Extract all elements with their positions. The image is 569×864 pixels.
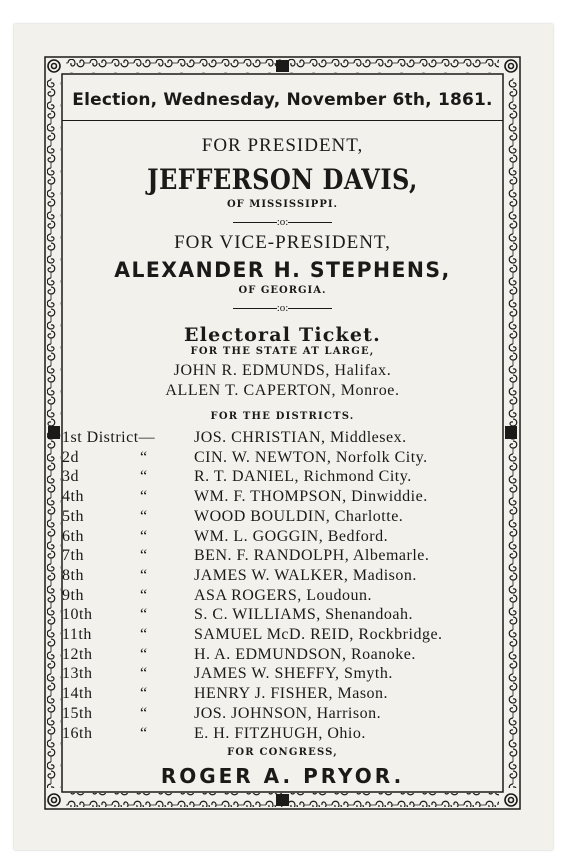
- president-name: JEFFERSON DAVIS,: [147, 163, 418, 196]
- section-separator: :o:: [62, 302, 503, 314]
- district-number: 10th: [62, 606, 93, 624]
- district-elector: S. C. WILLIAMS, Shenandoah.: [194, 606, 413, 624]
- district-elector: SAMUEL McD. REID, Rockbridge.: [194, 626, 443, 644]
- district-number: 6th: [62, 527, 84, 545]
- district-row: [62, 724, 443, 744]
- district-number: 8th: [62, 566, 84, 584]
- district-number: 4th: [62, 488, 84, 506]
- ballot-content: [62, 80, 503, 788]
- district-elector: ASA ROGERS, Loudoun.: [194, 586, 373, 604]
- header-rule: [62, 120, 503, 121]
- vice-president-name: ALEXANDER H. STEPHENS,: [114, 258, 451, 282]
- ditto-mark: “: [140, 488, 148, 506]
- at-large-elector: ALLEN T. CAPERTON, Monroe.: [165, 382, 400, 399]
- district-row: [62, 448, 443, 468]
- ditto-mark: “: [140, 685, 148, 703]
- district-row: [62, 684, 443, 704]
- district-elector: HENRY J. FISHER, Mason.: [194, 685, 389, 703]
- congress-candidate-name: ROGER A. PRYOR.: [160, 764, 405, 789]
- ditto-mark: “: [140, 566, 148, 584]
- section-separator: :o:: [62, 216, 503, 228]
- ditto-mark: “: [140, 704, 148, 722]
- district-elector: WM. F. THOMPSON, Dinwiddie.: [194, 488, 428, 506]
- district-number: 2d: [62, 448, 79, 466]
- district-elector: JOS. CHRISTIAN, Middlesex.: [194, 429, 407, 446]
- president-state: OF MISSISSIPPI.: [226, 199, 339, 210]
- district-elector: JAMES W. WALKER, Madison.: [194, 566, 417, 584]
- ditto-mark: “: [140, 527, 148, 545]
- ditto-mark: “: [140, 448, 148, 466]
- ditto-mark: “: [140, 586, 148, 604]
- district-row: [62, 664, 443, 684]
- congress-label: FOR CONGRESS,: [227, 747, 338, 759]
- district-elector: WOOD BOULDIN, Charlotte.: [194, 507, 404, 525]
- district-number: 14th: [62, 685, 93, 703]
- district-row: [62, 487, 443, 507]
- president-office-label: FOR PRESIDENT,: [201, 135, 364, 156]
- district-number: 3d: [62, 468, 79, 486]
- ditto-mark: “: [140, 665, 148, 683]
- district-elector: R. T. DANIEL, Richmond City.: [194, 468, 412, 486]
- district-row: [62, 625, 443, 645]
- district-row: [62, 645, 443, 665]
- district-row: [62, 527, 443, 547]
- districts-label: FOR THE DISTRICTS.: [210, 411, 355, 422]
- district-row: [62, 605, 443, 625]
- district-elector: H. A. EDMUNDSON, Roanoke.: [194, 645, 416, 663]
- district-elector: WM. L. GOGGIN, Bedford.: [194, 527, 389, 545]
- district-elector: E. H. FITZHUGH, Ohio.: [194, 724, 366, 742]
- district-number: 7th: [62, 547, 84, 565]
- district-row: [62, 546, 443, 566]
- district-number: 13th: [62, 665, 93, 683]
- district-number: 16th: [62, 724, 93, 742]
- district-row: [62, 428, 443, 448]
- state-at-large-label: FOR THE STATE AT LARGE,: [190, 346, 375, 357]
- vice-president-state: OF GEORGIA.: [238, 285, 327, 296]
- district-number: 9th: [62, 586, 84, 604]
- ditto-mark: “: [140, 724, 148, 742]
- election-date-heading: Election, Wednesday, November 6th, 1861.: [72, 90, 493, 110]
- ditto-mark: “: [140, 547, 148, 565]
- district-row: [62, 566, 443, 586]
- ditto-mark: “: [140, 645, 148, 663]
- district-row: [62, 586, 443, 606]
- electoral-ticket-title: Electoral Ticket.: [184, 324, 381, 346]
- district-row: [62, 704, 443, 724]
- district-elector: BEN. F. RANDOLPH, Albemarle.: [194, 547, 430, 565]
- ditto-mark: “: [140, 626, 148, 644]
- ditto-mark: “: [140, 507, 148, 525]
- district-number: 5th: [62, 507, 84, 525]
- district-elector: CIN. W. NEWTON, Norfolk City.: [194, 448, 428, 466]
- ditto-mark: “: [140, 606, 148, 624]
- at-large-elector: JOHN R. EDMUNDS, Halifax.: [173, 362, 392, 379]
- districts-table: [62, 428, 443, 743]
- district-elector: JAMES W. SHEFFY, Smyth.: [194, 665, 393, 683]
- district-number: 15th: [62, 704, 93, 722]
- district-elector: JOS. JOHNSON, Harrison.: [194, 704, 382, 722]
- district-number: 1st District—: [62, 429, 156, 446]
- district-row: [62, 467, 443, 487]
- district-number: 12th: [62, 645, 93, 663]
- district-number: 11th: [62, 626, 92, 644]
- ditto-mark: “: [140, 468, 148, 486]
- vice-president-office-label: FOR VICE-PRESIDENT,: [174, 232, 391, 253]
- district-row: [62, 507, 443, 527]
